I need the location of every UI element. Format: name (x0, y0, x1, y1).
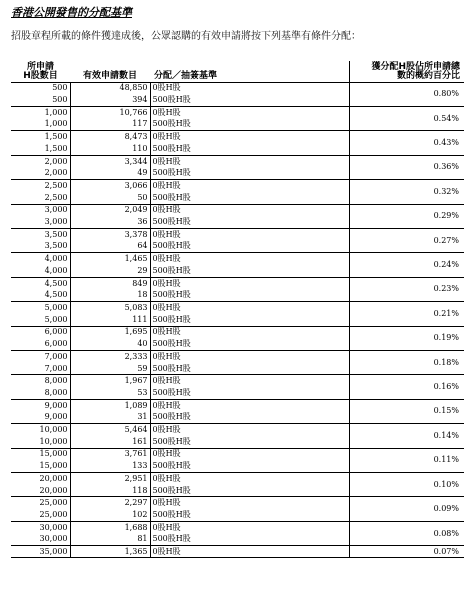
cell-valid-applications: 5,464 (70, 424, 150, 436)
cell-valid-applications: 133 (70, 460, 150, 472)
cell-shares-applied: 2,000 (11, 167, 70, 179)
cell-shares-applied: 8,000 (11, 387, 70, 399)
cell-allocation-basis: 500股H股 (150, 119, 350, 131)
cell-valid-applications: 1,465 (70, 253, 150, 265)
table-row (11, 473, 464, 485)
cell-allocation-basis: 0股H股 (150, 253, 350, 265)
cell-valid-applications: 110 (70, 143, 150, 155)
cell-shares-applied: 1,500 (11, 143, 70, 155)
table-row (11, 448, 464, 460)
cell-valid-applications: 394 (70, 94, 150, 106)
cell-valid-applications: 2,049 (70, 204, 150, 216)
header-approx-percentage (350, 61, 465, 82)
table-row (11, 277, 464, 289)
cell-allocation-basis: 0股H股 (150, 375, 350, 387)
table-body (11, 82, 464, 558)
table-row (11, 326, 464, 338)
cell-allocation-basis: 0股H股 (150, 228, 350, 240)
cell-valid-applications: 849 (70, 277, 150, 289)
cell-allocation-basis: 500股H股 (150, 338, 350, 350)
cell-shares-applied: 5,000 (11, 302, 70, 314)
cell-valid-applications: 48,850 (70, 82, 150, 94)
cell-valid-applications: 3,761 (70, 448, 150, 460)
cell-valid-applications: 3,066 (70, 180, 150, 192)
cell-approx-percentage: 0.21% (350, 302, 465, 326)
header-shares-applied-line1: 所申請 (26, 61, 54, 72)
cell-allocation-basis: 500股H股 (150, 289, 350, 301)
cell-valid-applications: 53 (70, 387, 150, 399)
cell-approx-percentage: 0.27% (350, 228, 465, 252)
cell-allocation-basis: 0股H股 (150, 302, 350, 314)
cell-valid-applications: 81 (70, 534, 150, 546)
cell-allocation-basis: 500股H股 (150, 534, 350, 546)
cell-shares-applied: 500 (11, 82, 70, 94)
cell-allocation-basis: 0股H股 (150, 521, 350, 533)
cell-allocation-basis: 500股H股 (150, 436, 350, 448)
table-row (11, 350, 464, 362)
cell-shares-applied: 9,000 (11, 411, 70, 423)
cell-shares-applied: 8,000 (11, 375, 70, 387)
cell-approx-percentage: 0.14% (350, 424, 465, 448)
cell-shares-applied: 6,000 (11, 326, 70, 338)
cell-shares-applied: 20,000 (11, 485, 70, 497)
cell-shares-applied: 3,500 (11, 241, 70, 253)
table-row (11, 399, 464, 411)
cell-allocation-basis: 0股H股 (150, 155, 350, 167)
cell-approx-percentage: 0.24% (350, 253, 465, 277)
table-row (11, 253, 464, 265)
table-header-row (11, 61, 464, 82)
cell-valid-applications: 161 (70, 436, 150, 448)
table-row (11, 131, 464, 143)
cell-valid-applications: 102 (70, 509, 150, 521)
header-approx-percentage-line2: 數的概約百分比 (396, 70, 460, 81)
cell-valid-applications: 29 (70, 265, 150, 277)
table-row (11, 375, 464, 387)
cell-shares-applied: 2,500 (11, 192, 70, 204)
cell-shares-applied: 10,000 (11, 436, 70, 448)
cell-shares-applied: 10,000 (11, 424, 70, 436)
cell-approx-percentage: 0.15% (350, 399, 465, 423)
table-row (11, 302, 464, 314)
cell-allocation-basis: 0股H股 (150, 448, 350, 460)
cell-shares-applied: 500 (11, 94, 70, 106)
table-row (11, 180, 464, 192)
cell-valid-applications: 118 (70, 485, 150, 497)
cell-allocation-basis: 500股H股 (150, 509, 350, 521)
cell-shares-applied: 25,000 (11, 509, 70, 521)
cell-allocation-basis: 500股H股 (150, 363, 350, 375)
cell-shares-applied: 3,000 (11, 216, 70, 228)
cell-allocation-basis: 0股H股 (150, 399, 350, 411)
cell-allocation-basis: 500股H股 (150, 216, 350, 228)
cell-shares-applied: 4,000 (11, 265, 70, 277)
cell-approx-percentage: 0.08% (350, 521, 465, 545)
cell-allocation-basis: 0股H股 (150, 180, 350, 192)
cell-shares-applied: 1,000 (11, 106, 70, 118)
cell-valid-applications: 1,089 (70, 399, 150, 411)
table-row (11, 521, 464, 533)
cell-shares-applied: 30,000 (11, 521, 70, 533)
cell-shares-applied: 1,500 (11, 131, 70, 143)
cell-shares-applied: 7,000 (11, 350, 70, 362)
cell-valid-applications: 111 (70, 314, 150, 326)
cell-valid-applications: 49 (70, 167, 150, 179)
intro-paragraph: 招股章程所載的條件獲達成後，公眾認購的有效申請將按下列基準有條件分配： (11, 31, 361, 42)
cell-allocation-basis: 500股H股 (150, 241, 350, 253)
cell-allocation-basis: 0股H股 (150, 473, 350, 485)
cell-valid-applications: 2,297 (70, 497, 150, 509)
cell-allocation-basis: 500股H股 (150, 94, 350, 106)
cell-valid-applications: 117 (70, 119, 150, 131)
cell-valid-applications: 64 (70, 241, 150, 253)
cell-valid-applications: 36 (70, 216, 150, 228)
page-title: 香港公開發售的分配基準 (11, 6, 132, 19)
cell-valid-applications: 50 (70, 192, 150, 204)
table-row (11, 82, 464, 94)
cell-allocation-basis: 500股H股 (150, 460, 350, 472)
table-row (11, 228, 464, 240)
cell-valid-applications: 31 (70, 411, 150, 423)
cell-shares-applied: 5,000 (11, 314, 70, 326)
cell-allocation-basis: 0股H股 (150, 131, 350, 143)
allocation-table (11, 61, 464, 558)
cell-approx-percentage: 0.09% (350, 497, 465, 521)
cell-allocation-basis: 0股H股 (150, 424, 350, 436)
cell-shares-applied: 3,000 (11, 204, 70, 216)
cell-shares-applied: 4,500 (11, 277, 70, 289)
cell-shares-applied: 2,500 (11, 180, 70, 192)
table-row (11, 497, 464, 509)
cell-valid-applications: 1,365 (70, 546, 150, 558)
cell-shares-applied: 35,000 (11, 546, 70, 558)
cell-approx-percentage: 0.23% (350, 277, 465, 301)
cell-approx-percentage: 0.43% (350, 131, 465, 155)
cell-shares-applied: 30,000 (11, 534, 70, 546)
cell-valid-applications: 2,951 (70, 473, 150, 485)
cell-valid-applications: 59 (70, 363, 150, 375)
cell-approx-percentage: 0.80% (350, 82, 465, 106)
cell-approx-percentage: 0.18% (350, 350, 465, 374)
cell-approx-percentage: 0.29% (350, 204, 465, 228)
cell-allocation-basis: 500股H股 (150, 192, 350, 204)
cell-valid-applications: 5,083 (70, 302, 150, 314)
cell-approx-percentage: 0.54% (350, 106, 465, 130)
cell-shares-applied: 25,000 (11, 497, 70, 509)
header-approx-percentage-line1: 獲分配H股佔所申請總 (371, 61, 460, 72)
cell-valid-applications: 1,688 (70, 521, 150, 533)
cell-shares-applied: 9,000 (11, 399, 70, 411)
table-row (11, 155, 464, 167)
cell-allocation-basis: 0股H股 (150, 350, 350, 362)
cell-shares-applied: 4,000 (11, 253, 70, 265)
cell-approx-percentage: 0.11% (350, 448, 465, 472)
table-row (11, 106, 464, 118)
cell-valid-applications: 8,473 (70, 131, 150, 143)
cell-allocation-basis: 0股H股 (150, 82, 350, 94)
cell-shares-applied: 6,000 (11, 338, 70, 350)
cell-shares-applied: 2,000 (11, 155, 70, 167)
cell-valid-applications: 10,766 (70, 106, 150, 118)
cell-valid-applications: 1,967 (70, 375, 150, 387)
cell-approx-percentage: 0.32% (350, 180, 465, 204)
cell-allocation-basis: 0股H股 (150, 106, 350, 118)
cell-valid-applications: 3,344 (70, 155, 150, 167)
cell-allocation-basis: 0股H股 (150, 546, 350, 558)
header-allocation-basis: 分配／抽簽基準 (150, 61, 350, 82)
cell-approx-percentage: 0.36% (350, 155, 465, 179)
cell-valid-applications: 2,333 (70, 350, 150, 362)
cell-valid-applications: 3,378 (70, 228, 150, 240)
cell-allocation-basis: 500股H股 (150, 167, 350, 179)
cell-shares-applied: 15,000 (11, 448, 70, 460)
cell-shares-applied: 7,000 (11, 363, 70, 375)
header-valid-applications: 有效申請數目 (70, 61, 150, 82)
cell-approx-percentage: 0.19% (350, 326, 465, 350)
cell-allocation-basis: 500股H股 (150, 387, 350, 399)
table-row (11, 424, 464, 436)
cell-allocation-basis: 500股H股 (150, 485, 350, 497)
cell-allocation-basis: 500股H股 (150, 143, 350, 155)
cell-shares-applied: 1,000 (11, 119, 70, 131)
cell-allocation-basis: 500股H股 (150, 411, 350, 423)
cell-allocation-basis: 0股H股 (150, 497, 350, 509)
cell-approx-percentage: 0.07% (350, 546, 465, 558)
cell-valid-applications: 40 (70, 338, 150, 350)
cell-shares-applied: 20,000 (11, 473, 70, 485)
cell-allocation-basis: 0股H股 (150, 204, 350, 216)
header-shares-applied-line2: H股數目 (23, 70, 58, 81)
header-shares-applied (11, 61, 70, 82)
cell-allocation-basis: 500股H股 (150, 314, 350, 326)
table-row (11, 546, 464, 558)
cell-valid-applications: 1,695 (70, 326, 150, 338)
cell-shares-applied: 3,500 (11, 228, 70, 240)
cell-shares-applied: 4,500 (11, 289, 70, 301)
table-row (11, 204, 464, 216)
cell-allocation-basis: 500股H股 (150, 265, 350, 277)
cell-approx-percentage: 0.16% (350, 375, 465, 399)
cell-allocation-basis: 0股H股 (150, 277, 350, 289)
cell-valid-applications: 18 (70, 289, 150, 301)
cell-shares-applied: 15,000 (11, 460, 70, 472)
cell-approx-percentage: 0.10% (350, 473, 465, 497)
cell-allocation-basis: 0股H股 (150, 326, 350, 338)
